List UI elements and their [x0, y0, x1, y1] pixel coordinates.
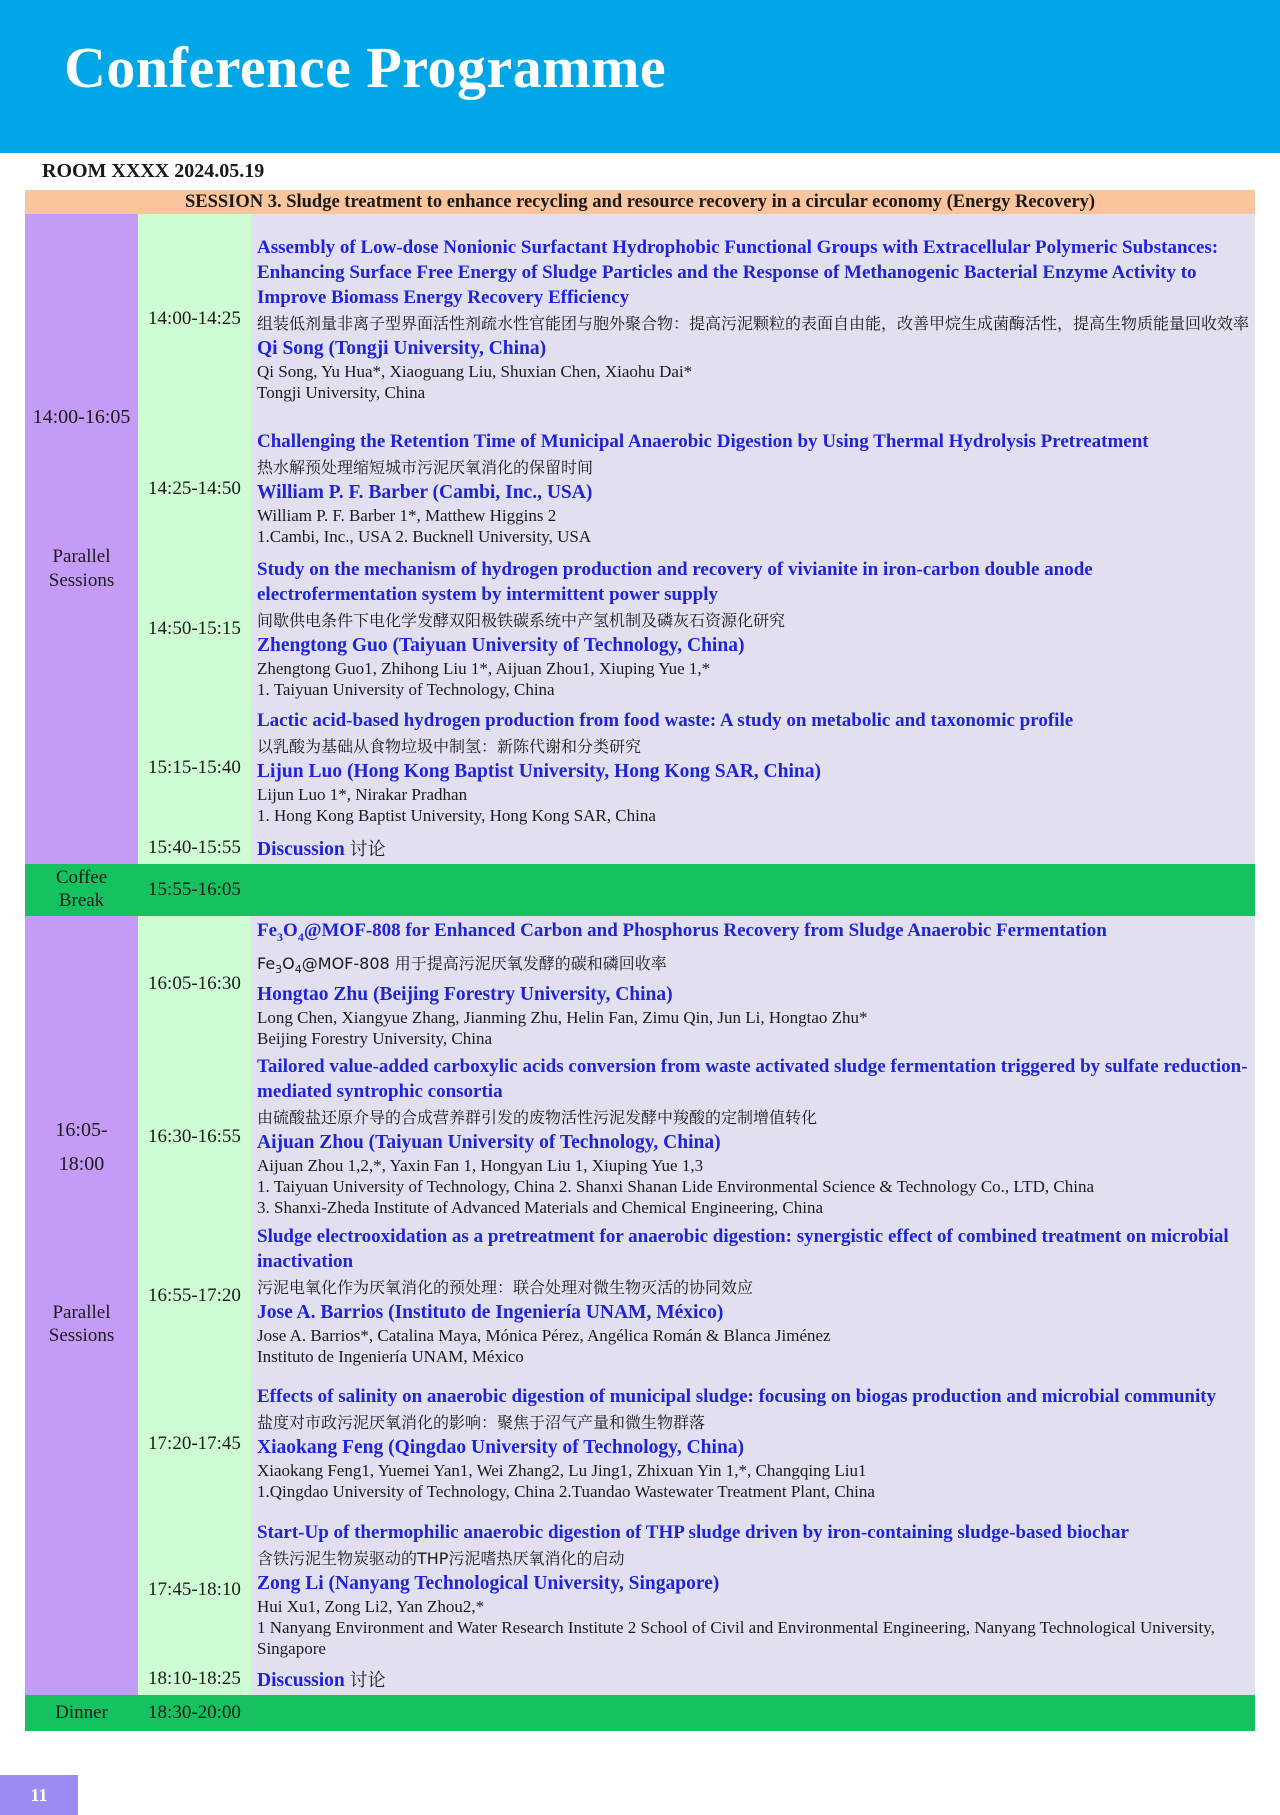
- talk-title-zh: 组装低剂量非离子型界面活性剂疏水性官能团与胞外聚合物：提高污泥颗粒的表面自由能，改善甲烷生成菌酶活性，提高生物质能量回收效率: [257, 313, 1250, 333]
- block2-time: 16:05-18:00: [55, 1118, 108, 1175]
- header-banner: [0, 0, 1280, 153]
- session-header-row: [25, 190, 1255, 214]
- talk-title[interactable]: Sludge electrooxidation as a pretreatment for anaerobic digestion: synergistic effect of combined treatment on microbial inactivation: [257, 1225, 1229, 1272]
- table-row: [25, 1518, 1255, 1663]
- talk-authors: Lijun Luo 1*, Nirakar Pradhan: [257, 785, 468, 805]
- talk-authors: Zhengtong Guo1, Zhihong Liu 1*, Aijuan Zhou1, Xiuping Yue 1,*: [257, 658, 711, 678]
- talk-affiliation-2: 3. Shanxi-Zheda Institute of Advanced Materials and Chemical Engineering, China: [257, 1198, 824, 1218]
- talk-authors: Qi Song, Yu Hua*, Xiaoguang Liu, Shuxian Chen, Xiaohu Dai*: [257, 361, 693, 381]
- discussion-time: 15:40-15:55: [138, 831, 251, 864]
- talk-presenter[interactable]: Jose A. Barrios (Instituto de Ingeniería UNAM, México): [257, 1301, 724, 1323]
- page-title: Conference Programme: [64, 35, 667, 100]
- talk-title[interactable]: Assembly of Low-dose Nonionic Surfactant Hydrophobic Functional Groups with Extracellular Polymeric Substances: Enhancing Surface Free Energy of Sludge Particles and the Response of Methanogenic Bacterial Enzyme Activity to Improve Biomass Energy Recovery Efficiency: [257, 236, 1219, 308]
- talk-authors: William P. F. Barber 1*, Matthew Higgins 2: [257, 506, 557, 526]
- discussion-cell: [251, 831, 1255, 864]
- discussion-label-zh: 讨论: [349, 1669, 386, 1691]
- table-row: [25, 916, 1255, 1052]
- talk-affiliation: 1. Hong Kong Baptist University, Hong Kong SAR, China: [257, 806, 656, 826]
- discussion-label[interactable]: Discussion: [257, 838, 345, 860]
- room-date-line: ROOM XXXX 2024.05.19: [42, 160, 265, 182]
- talk-affiliation: Tongji University, China: [257, 382, 426, 402]
- talk-title-zh: 由硫酸盐还原介导的合成营养群引发的废物活性污泥发酵中羧酸的定制增值转化: [257, 1108, 818, 1128]
- schedule-table: [25, 190, 1255, 1731]
- coffee-break-time: 15:55-16:05: [138, 864, 251, 916]
- talk-title[interactable]: Study on the mechanism of hydrogen production and recovery of vivianite in iron-carbon double anode electrofermentation system by intermittent power supply: [257, 558, 1093, 605]
- coffee-break-row: [25, 864, 1255, 916]
- talk-presenter[interactable]: Aijuan Zhou (Taiyuan University of Technology, China): [257, 1132, 721, 1154]
- table-row: [25, 214, 1255, 425]
- talk-time: 14:50-15:15: [138, 553, 251, 705]
- talk-title[interactable]: Start-Up of thermophilic anaerobic digestion of THP sludge driven by iron-containing sludge-based biochar: [257, 1522, 1129, 1544]
- talk-title[interactable]: Lactic acid-based hydrogen production from food waste: A study on metabolic and taxonomic profile: [257, 710, 1074, 732]
- discussion-time: 18:10-18:25: [138, 1663, 251, 1695]
- talk-title-zh: 污泥电氧化作为厌氧消化的预处理：联合处理对微生物灭活的协同效应: [257, 1277, 754, 1297]
- talk-title[interactable]: Tailored value-added carboxylic acids conversion from waste activated sludge fermentation triggered by sulfate reduction-mediated syntrophic consortia: [257, 1056, 1248, 1103]
- talk-presenter[interactable]: Hongtao Zhu (Beijing Forestry University, China): [257, 983, 673, 1005]
- discussion-label[interactable]: Discussion: [257, 1669, 345, 1691]
- block1-time: 14:00-16:05: [32, 406, 131, 429]
- talk-affiliation: 1. Taiyuan University of Technology, China 2. Shanxi Shanan Lide Environmental Science & Technology Co., LTD, China: [257, 1177, 1095, 1197]
- talk-title[interactable]: Effects of salinity on anaerobic digestion of municipal sludge: focusing on biogas production and microbial community: [257, 1386, 1217, 1408]
- talk-affiliation: 1.Qingdao University of Technology, China 2.Tuandao Wastewater Treatment Plant, China: [257, 1482, 875, 1502]
- page-number-badge: 11: [0, 1775, 78, 1815]
- talk-cell: [251, 425, 1255, 553]
- talk-cell: [251, 916, 1255, 1052]
- talk-cell: [251, 1052, 1255, 1222]
- table-row: [25, 1663, 1255, 1695]
- talk-time: 14:00-14:25: [138, 214, 251, 425]
- talk-authors: Jose A. Barrios*, Catalina Maya, Mónica Pérez, Angélica Román & Blanca Jiménez: [257, 1325, 831, 1345]
- table-row: [25, 553, 1255, 705]
- block1-time-cell: [25, 214, 138, 864]
- talk-cell: [251, 214, 1255, 425]
- talk-title[interactable]: Challenging the Retention Time of Municipal Anaerobic Digestion by Using Thermal Hydrolysis Pretreatment: [257, 431, 1149, 453]
- talk-authors: Long Chen, Xiangyue Zhang, Jianming Zhu, Helin Fan, Zimu Qin, Jun Li, Hongtao Zhu*: [257, 1007, 868, 1027]
- block1-label: Parallel Sessions: [48, 546, 115, 591]
- talk-title-zh: 热水解预处理缩短城市污泥厌氧消化的保留时间: [257, 458, 594, 478]
- talk-title-zh: 含铁污泥生物炭驱动的THP污泥嗜热厌氧消化的启动: [257, 1549, 625, 1569]
- talk-title-zh: $Fe_3O_4@MOF-808$ 用于提高污泥厌氧发酵的碳和磷回收率: [257, 953, 667, 976]
- talk-authors: Aijuan Zhou 1,2,*, Yaxin Fan 1, Hongyan Liu 1, Xiuping Yue 1,3: [257, 1156, 704, 1176]
- table-row: [25, 1370, 1255, 1518]
- discussion-cell: [251, 1663, 1255, 1695]
- talk-title-zh: 间歇供电条件下电化学发酵双阳极铁碳系统中产氢机制及磷灰石资源化研究: [257, 610, 786, 630]
- talk-presenter[interactable]: Zong Li (Nanyang Technological University, Singapore): [257, 1573, 720, 1595]
- dinner-row: [25, 1695, 1255, 1731]
- talk-cell: [251, 553, 1255, 705]
- table-row: [25, 1222, 1255, 1370]
- talk-time: 14:25-14:50: [138, 425, 251, 553]
- talk-time: 17:20-17:45: [138, 1370, 251, 1518]
- talk-time: 15:15-15:40: [138, 705, 251, 831]
- block2-label: Parallel Sessions: [48, 1301, 115, 1347]
- talk-affiliation: 1.Cambi, Inc., USA 2. Bucknell University, USA: [257, 527, 592, 547]
- talk-time: 16:30-16:55: [138, 1052, 251, 1222]
- table-row: [25, 705, 1255, 831]
- talk-affiliation: Instituto de Ingeniería UNAM, México: [257, 1346, 524, 1366]
- talk-title[interactable]: $Fe_3O_4@MOF-808$ for Enhanced Carbon and Phosphorus Recovery from Sludge Anaerobic Fermentation: [257, 920, 1107, 944]
- talk-authors: Xiaokang Feng1, Yuemei Yan1, Wei Zhang2, Lu Jing1, Zhixuan Yin 1,*, Changqing Liu1: [257, 1461, 867, 1481]
- talk-time: 16:55-17:20: [138, 1222, 251, 1370]
- table-row: [25, 425, 1255, 553]
- talk-cell: [251, 1370, 1255, 1518]
- coffee-break-label: Coffee Break: [25, 864, 138, 916]
- talk-presenter[interactable]: Xiaokang Feng (Qingdao University of Technology, China): [257, 1437, 745, 1459]
- talk-affiliation: 1. Taiyuan University of Technology, China: [257, 679, 555, 699]
- talk-presenter[interactable]: Lijun Luo (Hong Kong Baptist University, Hong Kong SAR, China): [257, 761, 821, 783]
- talk-cell: [251, 1222, 1255, 1370]
- talk-title-zh: 盐度对市政污泥厌氧消化的影响：聚焦于沼气产量和微生物群落: [257, 1413, 706, 1433]
- talk-presenter[interactable]: William P. F. Barber (Cambi, Inc., USA): [257, 482, 593, 504]
- talk-presenter[interactable]: Zhengtong Guo (Taiyuan University of Technology, China): [257, 634, 745, 656]
- dinner-time: 18:30-20:00: [138, 1695, 251, 1731]
- talk-time: 16:05-16:30: [138, 916, 251, 1052]
- talk-cell: [251, 705, 1255, 831]
- talk-affiliation: Beijing Forestry University, China: [257, 1028, 492, 1048]
- discussion-label-zh: 讨论: [349, 838, 386, 860]
- talk-time: 17:45-18:10: [138, 1518, 251, 1663]
- talk-title-zh: 以乳酸为基础从食物垃圾中制氢：新陈代谢和分类研究: [257, 737, 642, 757]
- dinner-label: Dinner: [25, 1695, 138, 1731]
- table-row: [25, 831, 1255, 864]
- table-row: [25, 1052, 1255, 1222]
- session-title: SESSION 3. Sludge treatment to enhance recycling and resource recovery in a circular economy (Energy Recovery): [25, 190, 1255, 214]
- block2-time-cell: [25, 916, 138, 1695]
- talk-presenter[interactable]: Qi Song (Tongji University, China): [257, 337, 547, 359]
- talk-cell: [251, 1518, 1255, 1663]
- talk-authors: Hui Xu1, Zong Li2, Yan Zhou2,*: [257, 1597, 485, 1617]
- talk-affiliation: 1 Nanyang Environment and Water Research Institute 2 School of Civil and Environmental Engineering, Nanyang Technological University, Singapore: [257, 1618, 1215, 1659]
